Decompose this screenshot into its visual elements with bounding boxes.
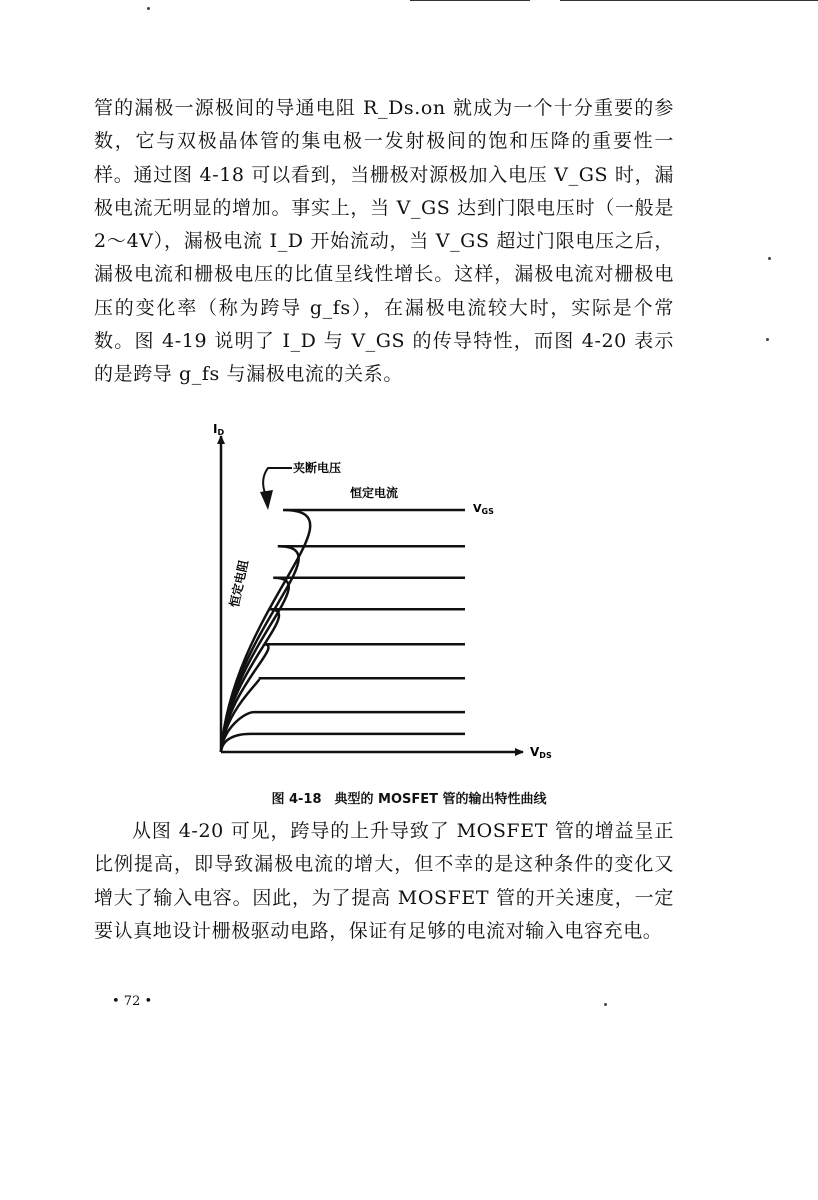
top-rule-left <box>410 0 530 1</box>
margin-speck-1 <box>768 257 771 260</box>
x-axis-label: VDS <box>530 745 552 760</box>
body-paragraph-1: 管的漏极一源极间的导通电阻 R_Ds.on 就成为一个十分重要的参数，它与双极晶体管的集电极一发射极间的饱和压降的重要性一样。通过图 4-18 可以看到，当栅极对源极加入电压 V_GS 时，漏极电流无明显的增加。事实上，当 V_GS 达到门限电压时（一般是 2～4V），漏极电流 I_D 开始流动，当 V_GS 超过门限电压之后，漏极电流和栅极电压的比值呈线性增长。这样，漏极电流对栅极电压的变化率（称为跨导 g_fs），在漏极电流较大时，实际是个常数。图 4-19 说明了 I_D 与 V_GS 的传导特性，而图 4-20 表示的是跨导 g_fs 与漏极电流的关系。 <box>94 97 674 386</box>
figure-caption: 图 4-18 典型的 MOSFET 管的输出特性曲线 <box>271 792 547 807</box>
margin-speck-3 <box>604 1003 607 1006</box>
output-curve-8 <box>221 734 465 752</box>
pinch-off-arrow <box>263 468 292 496</box>
pinch-off-label: 夹断电压 <box>293 461 342 475</box>
curve-group <box>221 510 465 752</box>
output-curve-4 <box>221 609 465 752</box>
output-curve-6 <box>221 678 465 752</box>
constant-current-label: 恒定电流 <box>350 486 399 500</box>
output-curve-5 <box>221 644 465 752</box>
constant-resistance-label: 恒定电阻 <box>227 558 251 609</box>
output-curve-2 <box>221 546 465 752</box>
output-curve-1 <box>221 510 465 752</box>
pinch-off-arrowhead <box>260 490 273 510</box>
output-curve-7 <box>221 712 465 752</box>
margin-speck-2 <box>766 338 769 341</box>
body-paragraph-2: 从图 4-20 可见，跨导的上升导致了 MOSFET 管的增益呈正比例提高，即导致漏极电流的增大，但不幸的是这种条件的变化又增大了输入电容。因此，为了提高 MOSFET 管的开关速度，一定要认真地设计栅极驱动电路，保证有足够的电流对输入电容充电。 <box>94 820 674 942</box>
vgs-label: VGS <box>473 502 494 516</box>
output-curve-3 <box>221 578 465 752</box>
scan-speck <box>147 7 150 10</box>
y-axis-label: ID <box>213 422 225 437</box>
page-number: • 72 • <box>112 994 153 1009</box>
top-rule-right <box>560 0 818 1</box>
